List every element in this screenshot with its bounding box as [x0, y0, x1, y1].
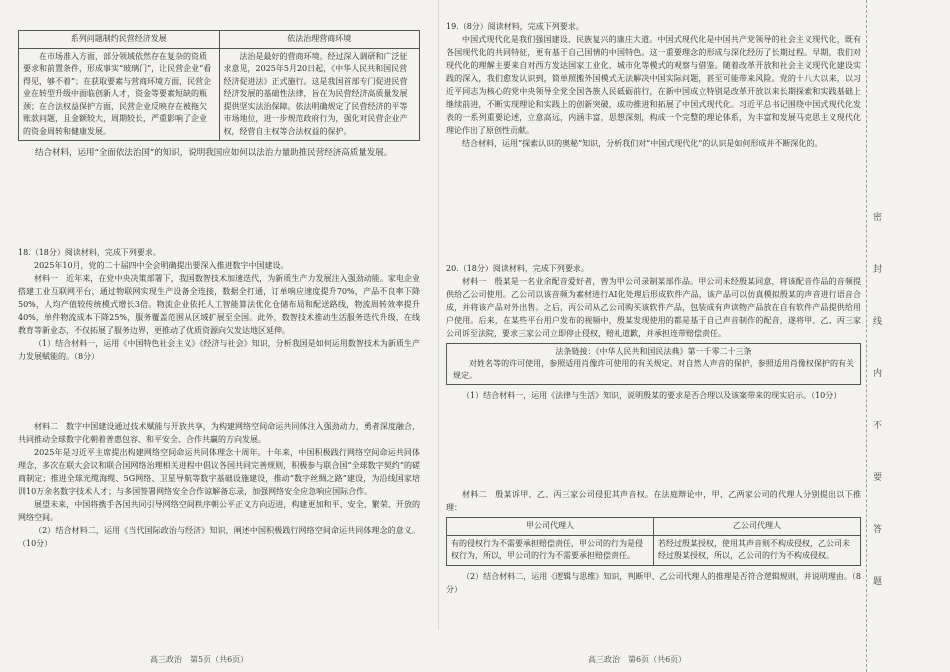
q20-question-1: （1）结合材料一，运用《法律与生活》知识，说明殷某的要求是否合理以及该案带来的现实启示。（10分） — [462, 391, 842, 400]
seal-char: 不 — [873, 421, 883, 431]
table-cell-2: 法治是最好的营商环境。经过深入调研和广泛征求意见，2025年5月20日起，《中华人民共和国民营经济促进法》正式施行。这是我国首部专门促进民营经济发展的基础性法律，旨在为民营经济高质量发展提供坚实法治保障。依法明确规定了民营经济的平等市场地位，进一步规范政府行为，强化对民营企业产权，经营自主权等合法权益的保护。 — [219, 48, 420, 141]
q18-title: 18.（18分）阅读材料，完成下列要求。 — [18, 248, 161, 257]
seal-char: 密 — [873, 213, 883, 223]
q18-block — [18, 246, 420, 363]
seal-char: 封 — [873, 265, 883, 275]
q20-material-2-block — [446, 488, 861, 596]
q19-block — [446, 20, 861, 150]
q19-material: 中国式现代化是我们强国建设、民族复兴的康庄大道。中国式现代化是中国共产党领导的社会主义现代化，既有各国现代化的共同特征，更有基于自己国情的中国特色。这一重要理念的形成与深化经历了长期过程。早期，我们对现代化的理解主要来自对西方发达国家工业化、城市化等模式的观察与借鉴。随着改革开放和社会主义现代化建设实践的深入，我们愈发认识到，简单照搬外国模式无法解决中国实际问题，甚至可能带来风险。党的十八大以来，以习近平同志为核心的党中央领导全党全国各族人民砥砺前行，在新中国成立特别是改革开放以来长期探索和实践基础上继续前进，不断实现理论和实践上的创新突破，成功推进和拓展了中国式现代化。习近平总书记围绕中国式现代化发表的一系列重要论述，立意高远，内涵丰富，思想深刻，构成一个完整的理论体系，为丰富和发展马克思主义现代化理论作出了原创性贡献。 — [446, 35, 861, 135]
q18-intro: 2025年10月，党的二十届四中全会明确提出要深入推进数字中国建设。 — [34, 261, 289, 270]
table-cell-1: 在市场准入方面，部分领域依然存在复杂的资质要求和前置条件，形成事实“玻璃门”，让民营企业“看得见，够不着”；在获取要素与营商环境方面，民营企业在转型升级中面临创新人才，资金等要素短缺的瓶颈；在合法权益保护方面，民营企业反映存在被拖欠账款问题，且金额较大，周期较长，严重影响了企业的资金周转和健康发展。 — [19, 48, 220, 141]
material-table-block — [18, 30, 420, 160]
reasoning-header-1: 甲公司代理人 — [447, 518, 654, 536]
seal-char: 线 — [873, 317, 883, 327]
reasoning-table — [446, 517, 861, 566]
right-page — [438, 0, 890, 672]
reasoning-cell-1: 有的侵权行为不需要承担赔偿责任，甲公司的行为是侵权行为，所以，甲公司的行为不需要承担赔偿责任。 — [447, 535, 654, 565]
table-header-2: 依法治理营商环境 — [219, 31, 420, 49]
table-header-1: 系列问题制约民营经济发展 — [19, 31, 220, 49]
law-link-text: 对姓名等的许可使用，参照适用肖像许可使用的有关规定。对自然人声音的保护，参照适用肖像权保护的有关规定。 — [453, 359, 854, 380]
q18-question-2: （2）结合材料二，运用《当代国际政治与经济》知识，阐述中国积极践行网络空间命运共同体理念的意义。（10分） — [18, 526, 420, 548]
reasoning-cell-2: 若经过殷某授权，使用其声音则不构成侵权，乙公司未经过殷某授权，所以，乙公司的行为不构成侵权。 — [654, 535, 861, 565]
q19-title: 19.（8分）阅读材料，完成下列要求。 — [446, 22, 584, 31]
q20-title: 20.（18分）阅读材料，完成下列要求。 — [446, 264, 589, 273]
q20-block — [446, 262, 861, 402]
q20-material-2: 材料二 殷某诉甲、乙、丙三家公司侵犯其声音权。在法庭辩论中，甲、乙两家公司的代理人分别提出以下推理： — [446, 490, 861, 512]
q18-material-2-p1: 材料二 数字中国建设通过技术赋能与开放共享，为构建网络空间命运共同体注入强劲动力，勇者深度融合，共同推动全球数字化朝着普惠包容、和平安全、合作共赢的方向发展。 — [18, 422, 420, 444]
law-link-title: 法条链接：《中华人民共和国民法典》第一千零二十三条 — [555, 347, 752, 356]
q18-question-1: （1）结合材料一，运用《中国特色社会主义》《经济与社会》知识，分析我国是如何运用数智技术为新质生产力发展赋能的。（8分） — [18, 339, 420, 361]
q18-material-2-p3: 展望未来，中国将携手各国共同引导网络空间秩序朝公平正义方向迈进，构建更加和平、安全、繁荣、开放的网络空间。 — [18, 500, 420, 522]
law-link-box — [446, 343, 861, 385]
q17-task: 结合材料，运用“全面依法治国”的知识，说明我国应如何以法治力量助推民营经济高质量发展。 — [35, 148, 393, 158]
q18-material-2-block — [18, 420, 420, 550]
page-footer-right: 高三政治 第6页（共6页） — [588, 655, 687, 664]
left-page — [0, 0, 438, 672]
q18-material-1: 材料一 近年来，在党中央决策部署下，我国数智技术加速迭代，为新质生产力发展注入强劲动能。家电企业搭建工业互联网平台，通过物联网实现生产设备全连接，数据全打通，订单响应速度提升70%，产品不良率下降50%，人均产值较传统模式增长3倍。物流企业依托人工智能算法优化仓储布局和配送路线，物流周转效率提升40%，单件物流成本下降25%，服务覆盖范围从区域扩展至全国。此外，数智技术推动生活服务迭代升级，在线教育等新业态，不仅拓展了服务边界，更推动了优质资源向欠发达地区延伸。 — [18, 274, 420, 335]
seal-char: 要 — [873, 473, 883, 483]
page-footer-left: 高三政治 第5页（共6页） — [150, 655, 249, 664]
material-table — [18, 30, 420, 141]
q20-material-1: 材料一 殷某是一名业余配音爱好者，曾为甲公司录制某部作品。甲公司未经殷某同意，将该配音作品的音频提供给乙公司使用。乙公司以该音频为素材进行AI化处理后形成软件产品，该产品可以仿真模拟殷某的声音进行语音合成，并将该产品对外出售。之后，丙公司从乙公司购买该软件产品，包装成有声读物产品放在自有软件产品提供给用户使用。后来，在某些平台用户发布的视频中，殷某发现使用的都是基于自己声音制作的配音，遂将甲、乙、丙三家公司诉至法院，要求三家公司立即停止侵权，赔礼道歉，并承担连带赔偿责任。 — [446, 277, 861, 338]
q18-material-2-p2: 2025年是习近平主席提出构建网络空间命运共同体理念十周年。十年来，中国积极践行网络空间命运共同体理念，多次在联大会议和联合国网络治理相关进程中倡议各国共同完善规则，积极参与联合国“全球数字契约”的磋商制定；推进全球光缆海缆、5G网络、卫星导航等数字基础设施建设，推动“数字丝绸之路”建设，为沿线国家培训10万余名数字技术人才；与多国签署网络安全合作谅解备忘录，加强网络安全应急响应国际合作。 — [18, 448, 420, 496]
q19-task: 结合材料，运用“探索认识的奥秘”知识，分析我们对“中国式现代化”的认识是如何形成并不断深化的。 — [462, 139, 823, 148]
reasoning-header-2: 乙公司代理人 — [654, 518, 861, 536]
seal-char: 题 — [873, 577, 883, 587]
q20-question-2: （2）结合材料二，运用《逻辑与思维》知识，判断甲、乙公司代理人的推理是否符合逻辑规则，并说明理由。（8分） — [446, 571, 861, 594]
seal-char: 答 — [873, 525, 883, 535]
seal-char: 内 — [873, 369, 883, 379]
seal-dashed-line — [866, 0, 867, 672]
